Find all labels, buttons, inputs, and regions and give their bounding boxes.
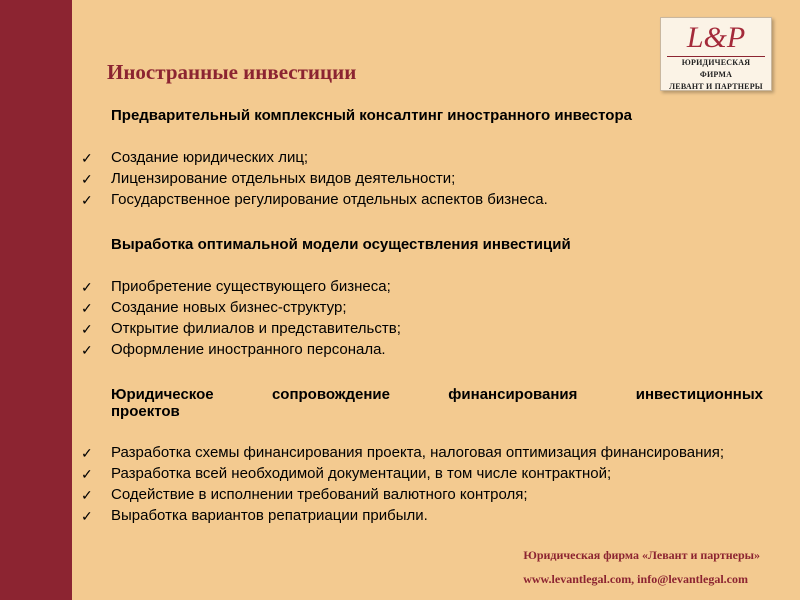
checkmark-icon: ✓: [81, 192, 93, 208]
checkmark-icon: ✓: [81, 321, 93, 337]
heading-line: проектов: [111, 403, 180, 420]
checkmark-icon: ✓: [81, 466, 93, 482]
model-list: [0, 279, 763, 363]
list-item: ✓ Создание новых бизнес-структур;: [81, 299, 347, 316]
list-item: ✓ Оформление иностранного персонала.: [81, 341, 386, 358]
heading-line: Юридическое сопровождение финансирования инвестиционных: [111, 386, 763, 403]
logo-firm-type: ЮРИДИЧЕСКАЯ ФИРМА: [667, 56, 765, 81]
section-heading-financing: [111, 386, 763, 420]
list-item: ✓ Приобретение существующего бизнеса;: [81, 278, 391, 295]
checkmark-icon: ✓: [81, 150, 93, 166]
section-heading-consulting: Предварительный комплексный консалтинг иностранного инвестора: [111, 107, 632, 124]
list-item: ✓ Лицензирование отдельных видов деятельности;: [81, 170, 456, 187]
footer-firm-name: Юридическая фирма «Левант и партнеры»: [523, 548, 760, 562]
list-item: ✓ Содействие в исполнении требований валютного контроля;: [81, 486, 528, 503]
list-item: ✓ Открытие филиалов и представительств;: [81, 320, 401, 337]
list-item: ✓ Разработка всей необходимой документации, в том числе контрактной;: [81, 465, 612, 482]
logo-firm-name: ЛЕВАНТ И ПАРТНЕРЫ: [669, 82, 763, 91]
checkmark-icon: ✓: [81, 508, 93, 524]
list-item: ✓ Разработка схемы финансирования проекта, налоговая оптимизация финансирования;: [81, 444, 725, 461]
consulting-list: [0, 150, 763, 213]
checkmark-icon: ✓: [81, 445, 93, 461]
list-item: ✓ Государственное регулирование отдельных аспектов бизнеса.: [81, 191, 548, 208]
checkmark-icon: ✓: [81, 300, 93, 316]
list-item: ✓ Выработка вариантов репатриации прибыли.: [81, 507, 428, 524]
footer-contacts: www.levantlegal.com, info@levantlegal.com: [523, 572, 748, 586]
checkmark-icon: ✓: [81, 487, 93, 503]
checkmark-icon: ✓: [81, 342, 93, 358]
slide-title: Иностранные инвестиции: [107, 60, 357, 84]
section-heading-model: Выработка оптимальной модели осуществления инвестиций: [111, 236, 571, 253]
financing-list: [0, 445, 763, 529]
checkmark-icon: ✓: [81, 171, 93, 187]
logo-monogram: L&P: [686, 21, 746, 54]
checkmark-icon: ✓: [81, 279, 93, 295]
list-item: ✓ Создание юридических лиц;: [81, 149, 309, 166]
